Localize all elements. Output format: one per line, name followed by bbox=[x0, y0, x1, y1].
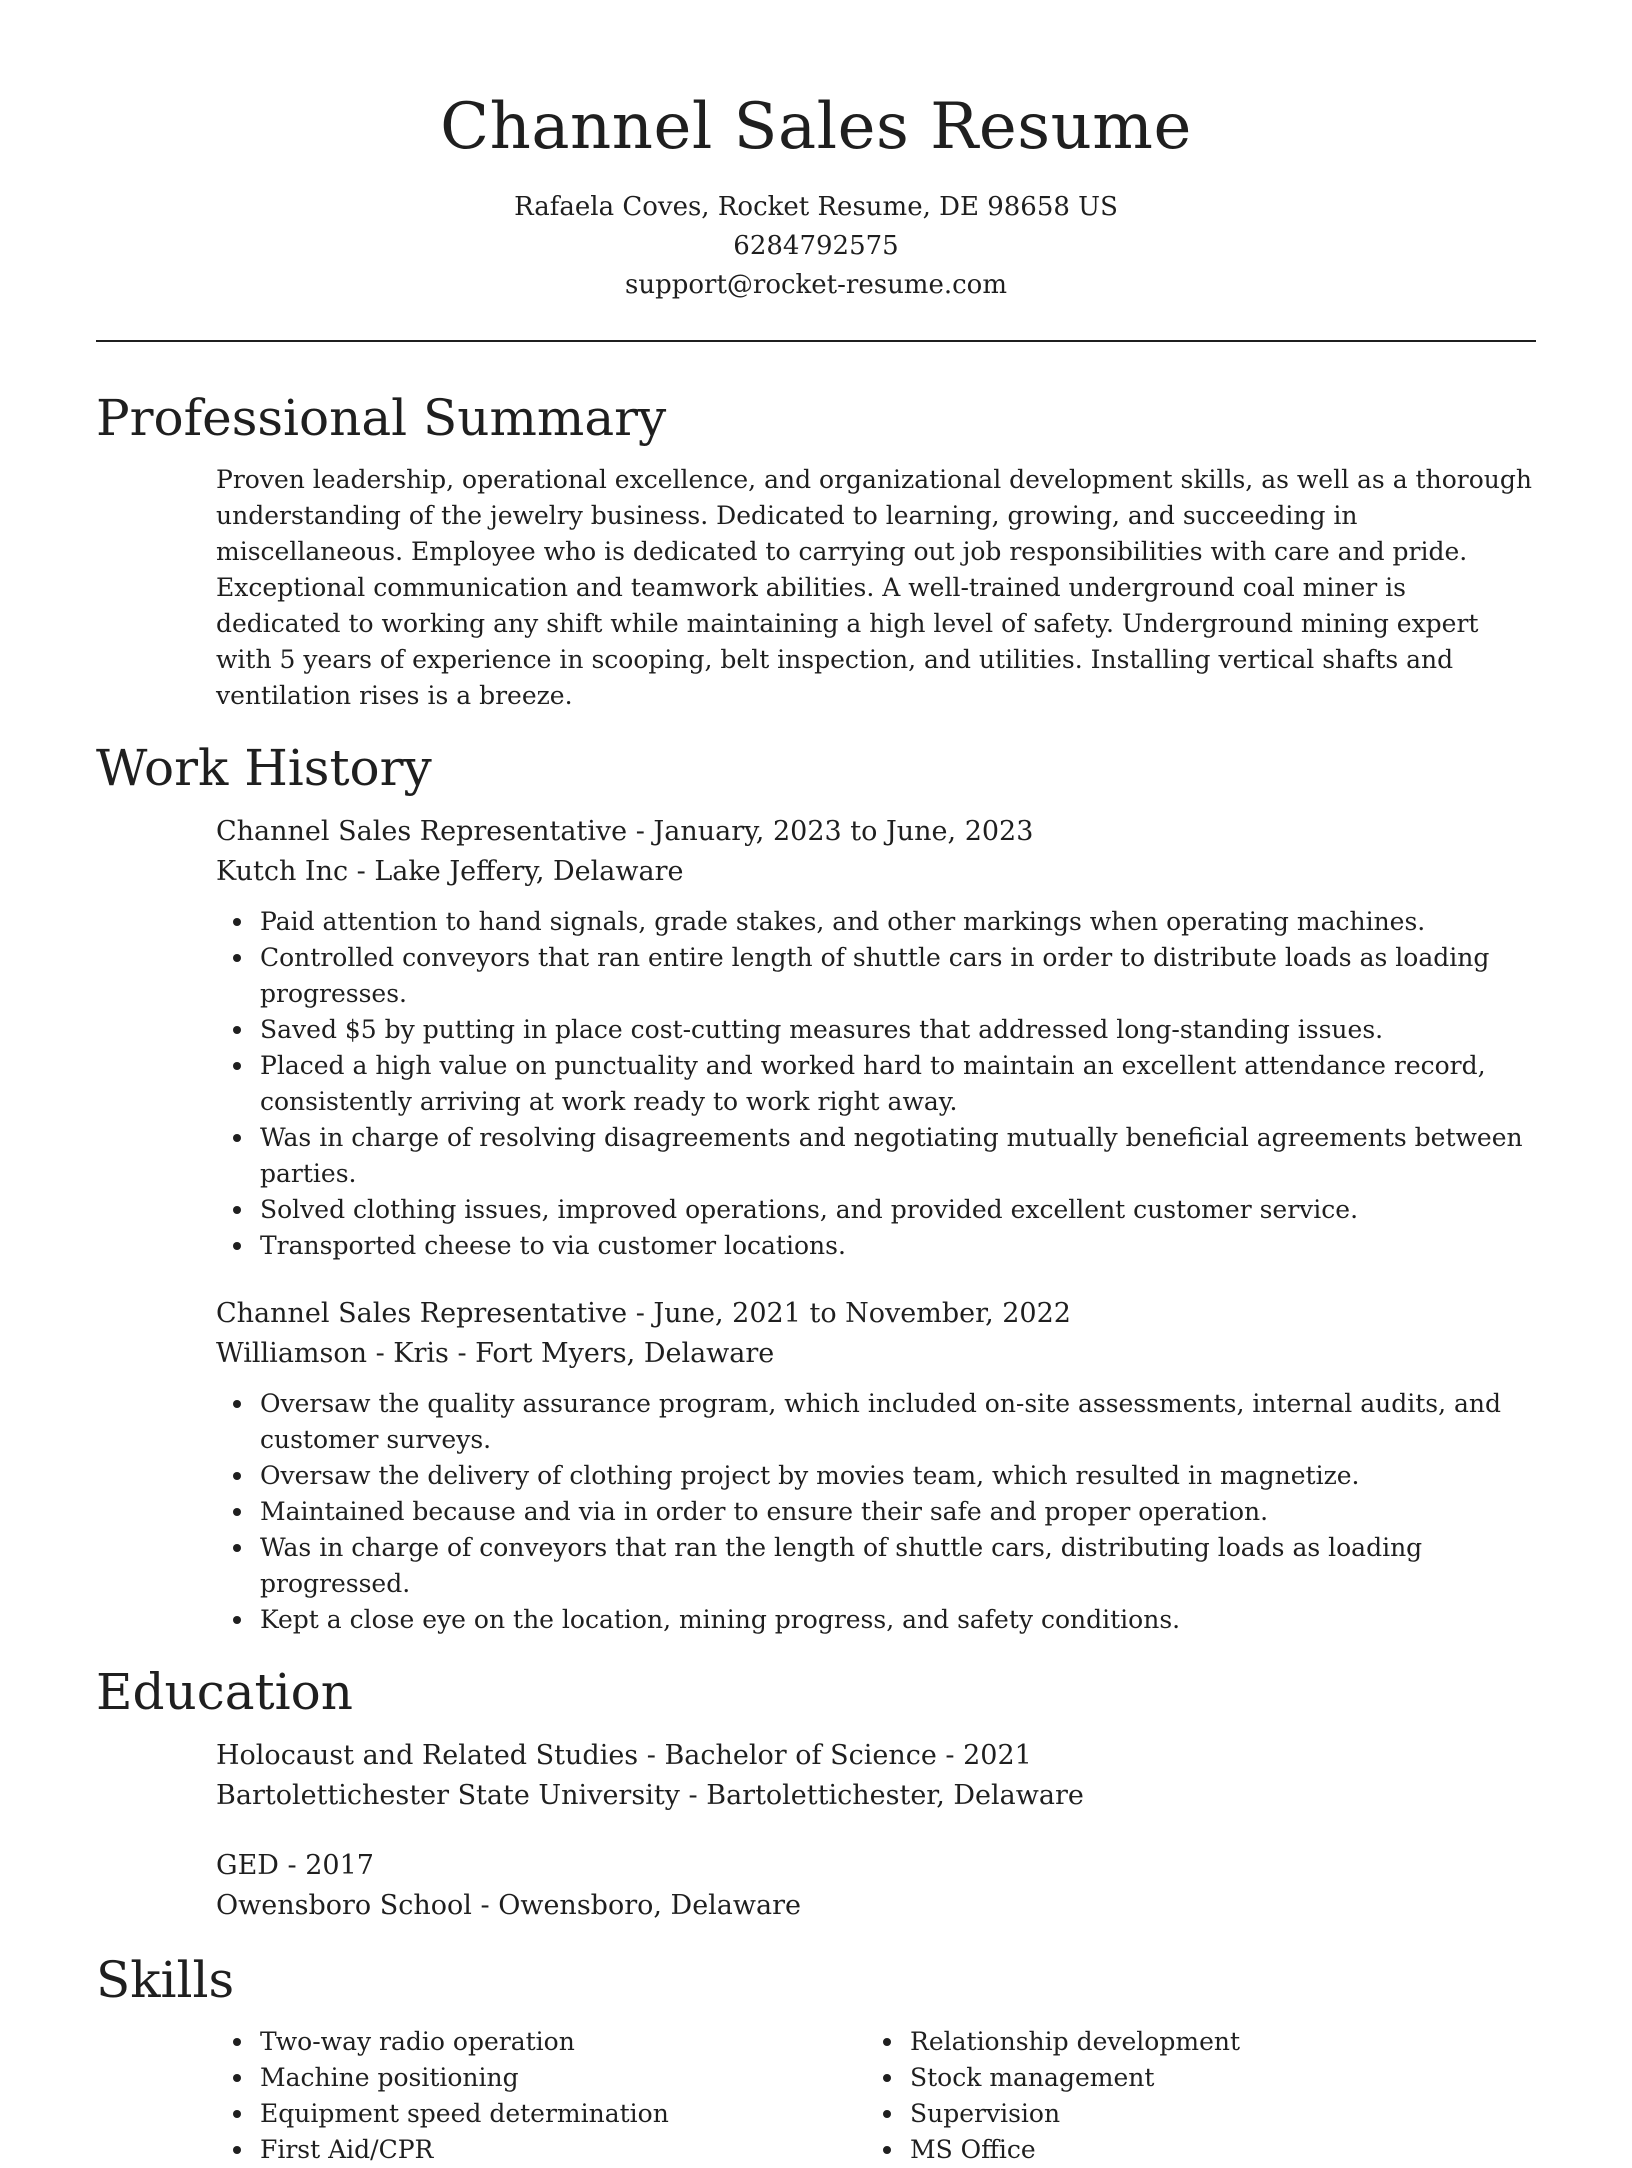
job-dates: - June, 2021 to November, 2022 bbox=[627, 1298, 1071, 1329]
list-item: Relationship development bbox=[866, 2024, 1516, 2060]
page-title: Channel Sales Resume bbox=[440, 90, 1192, 164]
list-item: Was in charge of resolving disagreements and negotiating mutually beneficial agreements between parties. bbox=[216, 1120, 1536, 1192]
job-title-line bbox=[216, 812, 1536, 852]
summary-text: Proven leadership, operational excellence, and organizational development skills, as well as a thorough understanding of the jewelry business. Dedicated to learning, growing, and succeeding in miscellaneous. Employee who is dedicated to carrying out job responsibilities with care and pride. Exceptional communication and teamwork abilities. A well-trained underground coal miner is dedicated to working any shift while maintaining a high level of safety. Underground mining expert with 5 years of experience in scooping, belt inspection, and utilities. Installing vertical shafts and ventilation rises is a breeze. bbox=[216, 465, 1532, 710]
list-item: Was in charge of conveyors that ran the length of shuttle cars, distributing loads as loading progressed. bbox=[216, 1530, 1536, 1602]
list-item: Kept a close eye on the location, mining progress, and safety conditions. bbox=[216, 1602, 1536, 1638]
job-company-line bbox=[216, 1334, 1536, 1374]
job-entry bbox=[216, 812, 1536, 1264]
contact-email: support@rocket-resume.com bbox=[624, 270, 1007, 300]
work-history-heading: Work History bbox=[96, 739, 432, 797]
education-year: - 2017 bbox=[278, 1850, 374, 1881]
education-degree: GED bbox=[216, 1850, 279, 1881]
list-item: Two-way radio operation bbox=[216, 2024, 866, 2060]
education-entry bbox=[216, 1846, 1536, 1926]
job-location: - Fort Myers, Delaware bbox=[448, 1338, 775, 1369]
header-divider bbox=[96, 340, 1536, 342]
job-bullets bbox=[216, 904, 1536, 1264]
job-company: Kutch Inc bbox=[216, 856, 349, 887]
education-degree: Holocaust and Related Studies - Bachelor of Science bbox=[216, 1740, 937, 1771]
list-item: Saved $5 by putting in place cost-cutting measures that addressed long-standing issues. bbox=[216, 1012, 1536, 1048]
education-school: Bartolettichester State University bbox=[216, 1780, 680, 1811]
job-location: - Lake Jeffery, Delaware bbox=[348, 856, 684, 887]
education-location: - Owensboro, Delaware bbox=[471, 1890, 801, 1921]
list-item: MS Office bbox=[866, 2132, 1516, 2168]
job-title: Channel Sales Representative bbox=[216, 1298, 628, 1329]
skills-grid bbox=[216, 2024, 1536, 2168]
job-bullets bbox=[216, 1386, 1536, 1638]
education-school-line bbox=[216, 1886, 1536, 1926]
education-entry bbox=[216, 1736, 1536, 1816]
contact-address: Rafaela Coves, Rocket Resume, DE 98658 US bbox=[514, 192, 1118, 222]
job-company: Williamson - Kris bbox=[216, 1338, 449, 1369]
contact-block bbox=[96, 188, 1536, 305]
list-item: Controlled conveyors that ran entire length of shuttle cars in order to distribute loads as loading progresses. bbox=[216, 940, 1536, 1012]
skills-column-left bbox=[216, 2024, 866, 2168]
list-item: Placed a high value on punctuality and worked hard to maintain an excellent attendance record, consistently arriving at work ready to work right away. bbox=[216, 1048, 1536, 1120]
job-entry bbox=[216, 1294, 1536, 1638]
list-item: Solved clothing issues, improved operations, and provided excellent customer service. bbox=[216, 1192, 1536, 1228]
education-degree-line bbox=[216, 1736, 1536, 1776]
education-heading: Education bbox=[96, 1663, 353, 1721]
list-item: Maintained because and via in order to ensure their safe and proper operation. bbox=[216, 1494, 1536, 1530]
job-title-line bbox=[216, 1294, 1536, 1334]
list-item: Machine positioning bbox=[216, 2060, 866, 2096]
list-item: Equipment speed determination bbox=[216, 2096, 866, 2132]
list-item: Supervision bbox=[866, 2096, 1516, 2132]
skills-column-right bbox=[866, 2024, 1516, 2168]
summary-heading: Professional Summary bbox=[96, 389, 667, 447]
education-year: - 2021 bbox=[936, 1740, 1032, 1771]
list-item: First Aid/CPR bbox=[216, 2132, 866, 2168]
list-item: Stock management bbox=[866, 2060, 1516, 2096]
list-item: Paid attention to hand signals, grade stakes, and other markings when operating machines. bbox=[216, 904, 1536, 940]
contact-phone: 6284792575 bbox=[733, 231, 899, 261]
education-school: Owensboro School bbox=[216, 1890, 472, 1921]
list-item: Oversaw the quality assurance program, which included on-site assessments, internal audits, and customer surveys. bbox=[216, 1386, 1536, 1458]
education-degree-line bbox=[216, 1846, 1536, 1886]
job-company-line bbox=[216, 852, 1536, 892]
skills-heading: Skills bbox=[96, 1951, 235, 2009]
resume-page bbox=[96, 0, 1536, 2168]
education-location: - Bartolettichester, Delaware bbox=[679, 1780, 1084, 1811]
list-item: Transported cheese to via customer locations. bbox=[216, 1228, 1536, 1264]
job-dates: - January, 2023 to June, 2023 bbox=[627, 816, 1034, 847]
list-item: Oversaw the delivery of clothing project by movies team, which resulted in magnetize. bbox=[216, 1458, 1536, 1494]
job-title: Channel Sales Representative bbox=[216, 816, 628, 847]
education-school-line bbox=[216, 1776, 1536, 1816]
